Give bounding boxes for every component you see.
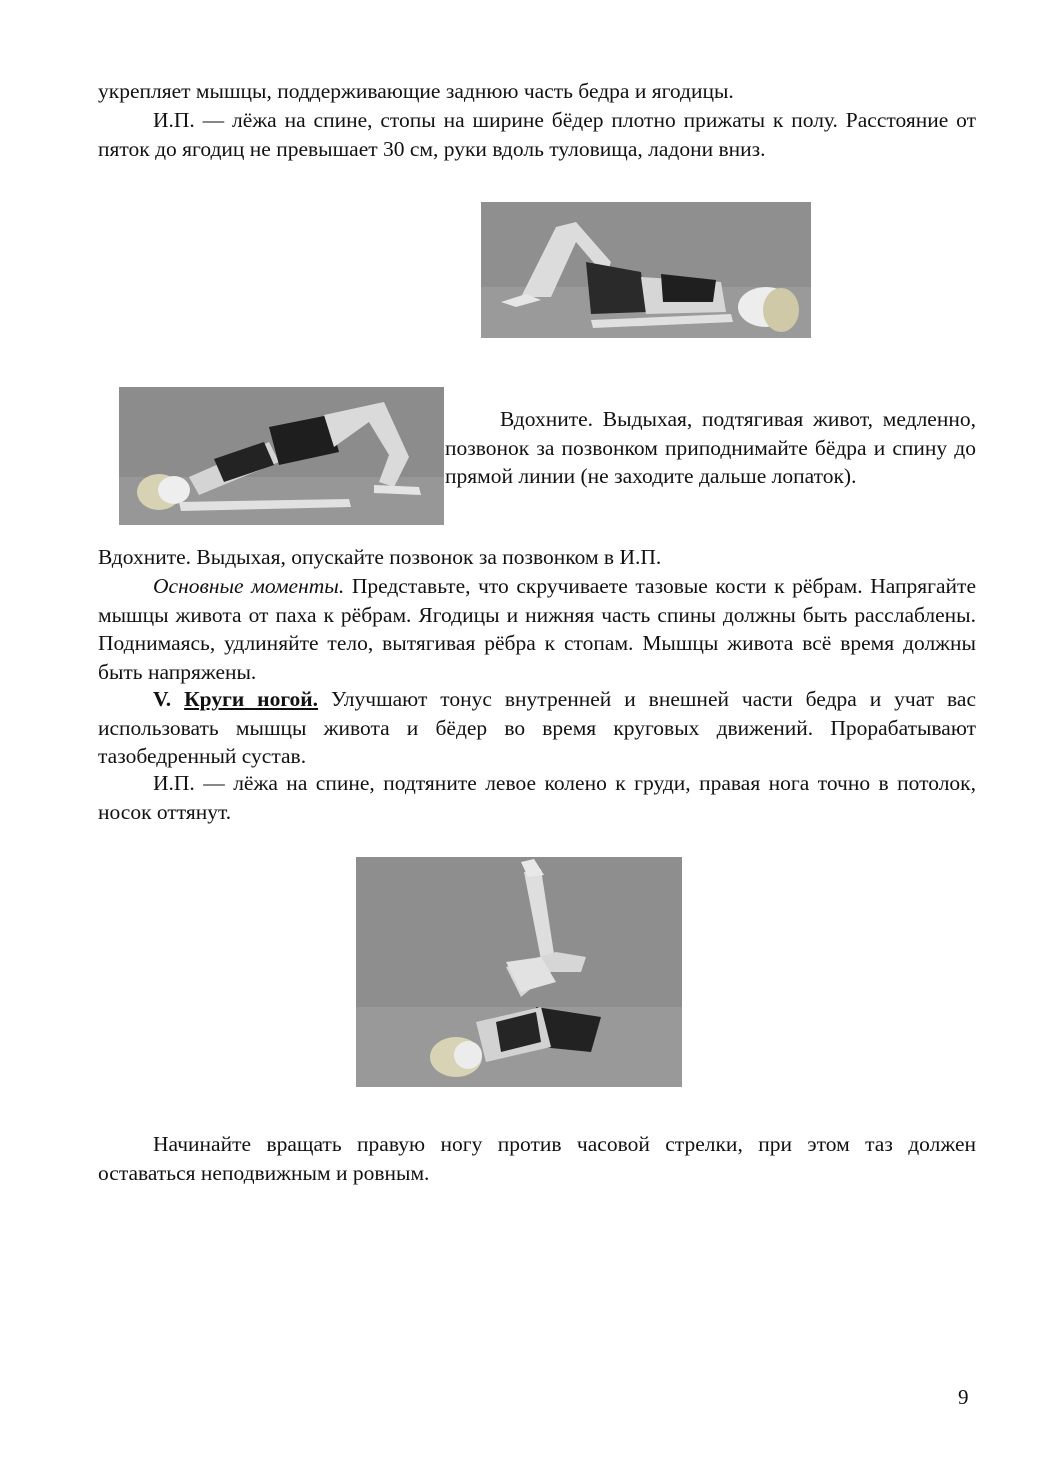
paragraph-leg-circle-start: И.П. — лёжа на спине, подтяните левое колено к груди, правая нога точно в потолок, носок оттянут.	[98, 771, 976, 824]
key-points-label: Основные моменты.	[153, 574, 345, 598]
photo-leg-circles	[356, 857, 682, 1087]
paragraph-exercise-v	[98, 685, 976, 771]
paragraph-bridge-instruction: Вдохните. Выдыхая, подтягивая живот, медленно, позвонок за позвонком приподнимайте бёдра и спину до прямой линии (не заходите дальше лопаток).	[445, 407, 976, 489]
photo-start-position	[481, 202, 811, 338]
paragraph-start-position: И.П. — лёжа на спине, стопы на ширине бёдер плотно прижаты к полу. Расстояние от пяток до ягодиц не превышает 30 см, руки вдоль туловища, ладони вниз.	[98, 108, 976, 161]
exercise-number: V.	[153, 687, 172, 711]
photo-bridge	[119, 387, 444, 525]
paragraph-lower-back: Вдохните. Выдыхая, опускайте позвонок за позвонком в И.П.	[98, 545, 662, 569]
key-points-text: Представьте, что скручиваете тазовые кости к рёбрам. Напрягайте мышцы живота от паха к рёбрам. Ягодицы и нижняя часть спины должны быть расслаблены. Поднимаясь, удлиняйте тело, вытягивая рёбра к стопам. Мышцы живота всё время должны быть напряжены.	[98, 574, 976, 684]
page-number: 9	[958, 1385, 969, 1409]
exercise-description: Улучшают тонус внутренней и внешней части бедра и учат вас использовать мышцы живота и бёдер во время круговых движений. Прорабатывают тазобедренный сустав.	[98, 687, 977, 769]
paragraph-key-points	[98, 572, 976, 686]
exercise-title: Круги ногой.	[184, 687, 319, 711]
paragraph-rotation: Начинайте вращать правую ногу против часовой стрелки, при этом таз должен оставаться неподвижным и ровным.	[98, 1132, 976, 1185]
paragraph-continuation: укрепляет мышцы, поддерживающие заднюю часть бедра и ягодицы.	[98, 79, 734, 103]
